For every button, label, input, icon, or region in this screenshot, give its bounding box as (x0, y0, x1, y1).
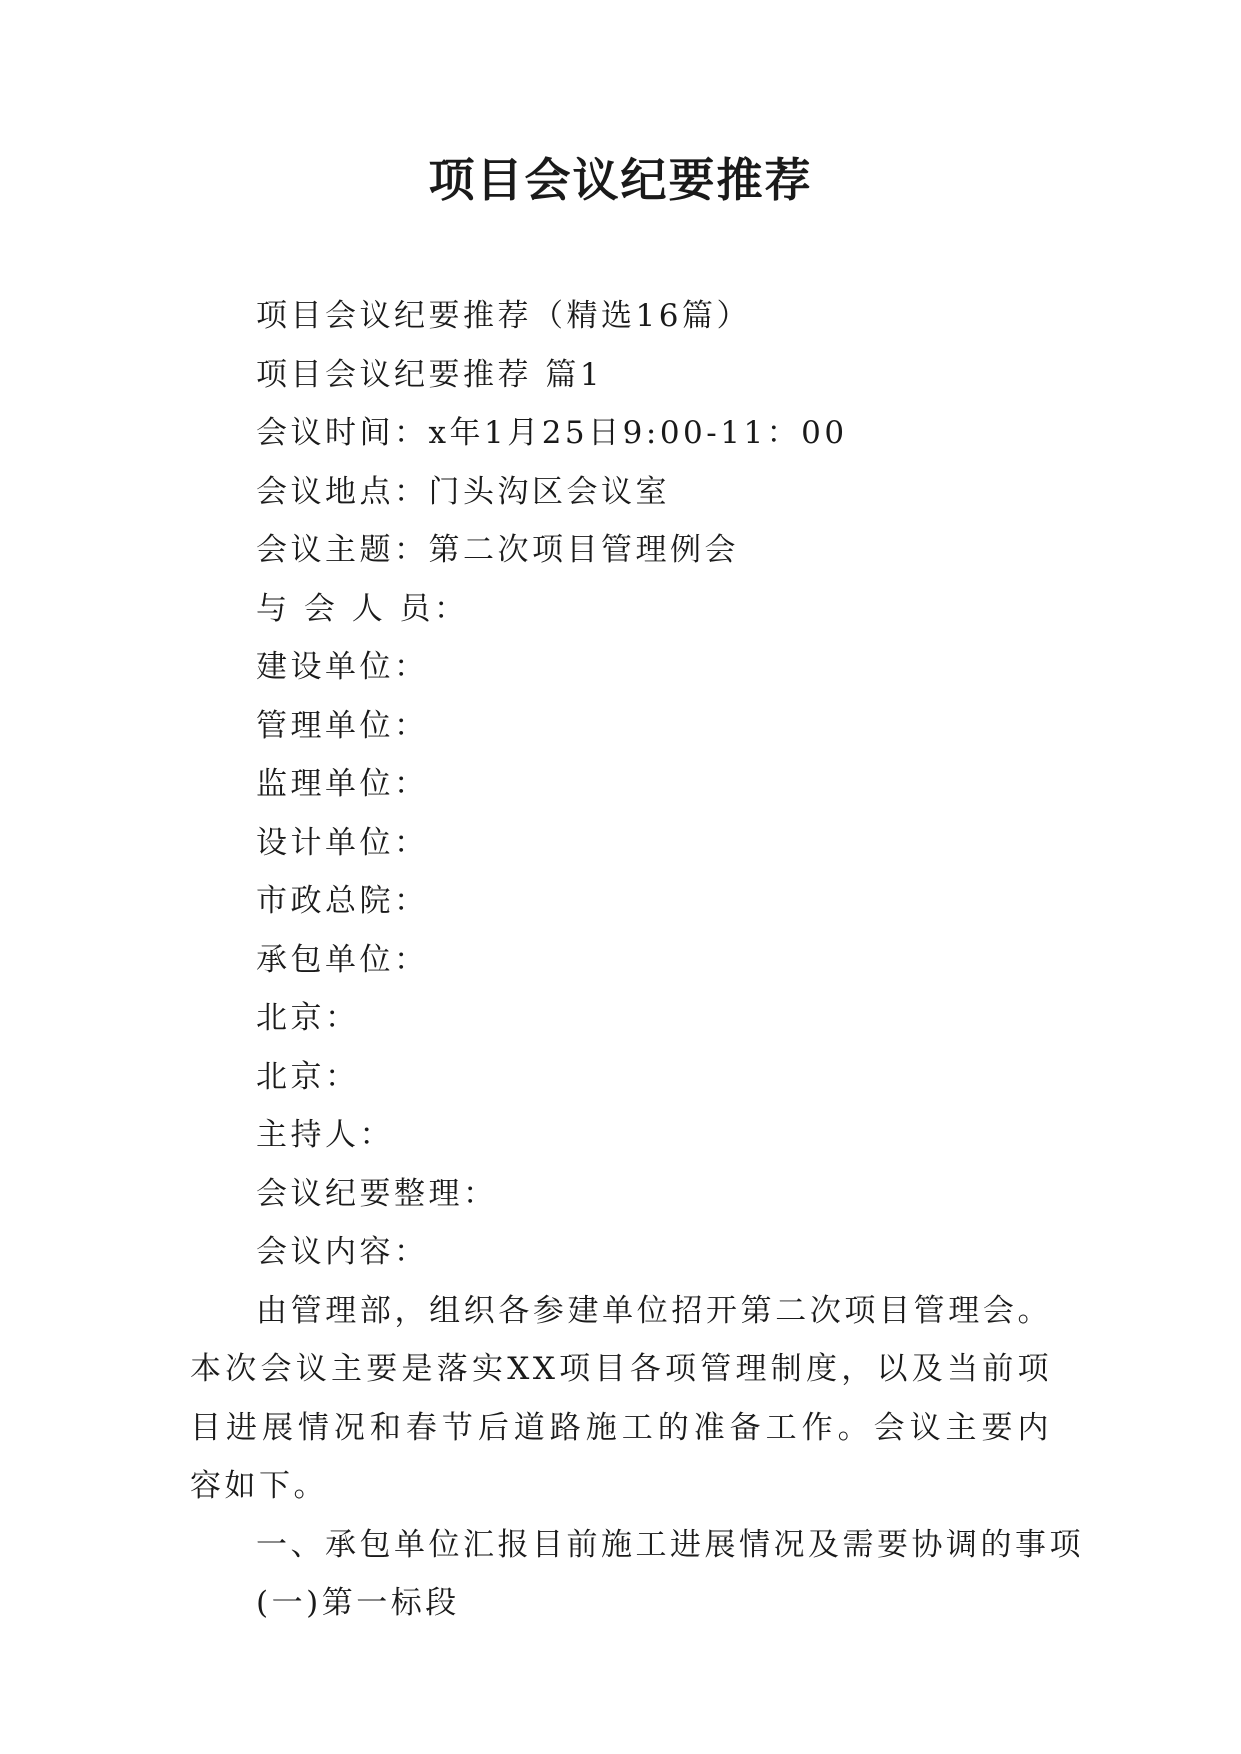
attendee-management-unit: 管理单位： (256, 707, 429, 744)
chapter-heading: 项目会议纪要推荐 篇1 (256, 356, 604, 393)
document-body (190, 287, 1084, 1633)
attendees-label: 与 会 人 员： (256, 590, 469, 627)
intro-paragraph: 由管理部，组织各参建单位招开第二次项目管理会。本次会议主要是落实XX项目各项管理制度，以及当前项目进展情况和春节后道路施工的准备工作。会议主要内容如下。 (190, 1292, 1052, 1504)
attendee-construction-unit: 建设单位： (256, 649, 429, 685)
subsection-heading: (一)第一标段 (256, 1585, 460, 1621)
section-heading: 一、承包单位汇报目前施工进展情况及需要协调的事项 (256, 1526, 1084, 1563)
meeting-content-label: 会议内容： (256, 1234, 429, 1270)
attendee-municipal-institute: 市政总院： (256, 883, 429, 919)
attendee-design-unit: 设计单位： (256, 824, 429, 861)
meeting-time: 会议时间：x年1月25日9:00-11：00 (256, 415, 848, 451)
attendee-contractor-unit: 承包单位： (256, 941, 429, 978)
attendee-supervision-unit: 监理单位： (256, 766, 429, 802)
document-subtitle: 项目会议纪要推荐（精选16篇） (256, 298, 751, 334)
document-title: 项目会议纪要推荐 (428, 153, 813, 207)
meeting-topic: 会议主题：第二次项目管理例会 (256, 532, 739, 568)
minutes-recorder-label: 会议纪要整理： (256, 1175, 498, 1212)
host-label: 主持人： (256, 1117, 394, 1153)
attendee-beijing-1: 北京： (256, 1000, 360, 1036)
attendee-beijing-2: 北京： (256, 1058, 360, 1095)
meeting-location: 会议地点：门头沟区会议室 (256, 473, 670, 510)
